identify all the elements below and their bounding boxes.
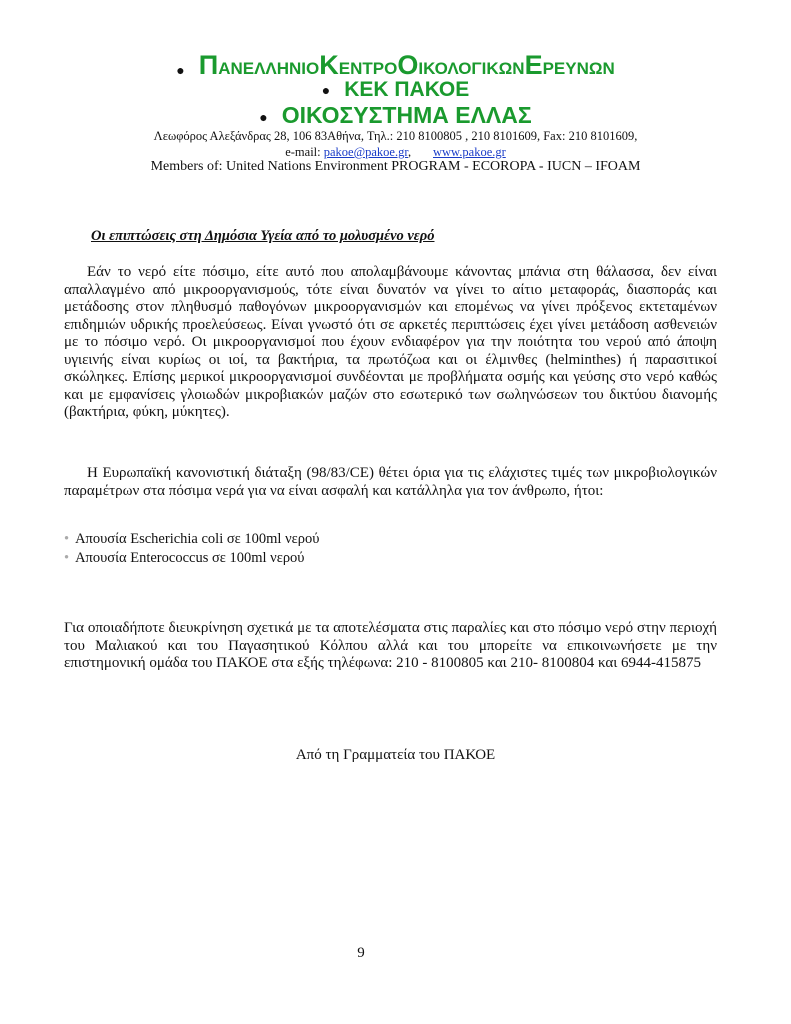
bullet-icon: ● bbox=[176, 61, 185, 78]
bullet-icon: ● bbox=[259, 108, 268, 125]
list-bullet-icon: • bbox=[64, 531, 70, 547]
contact-line bbox=[0, 145, 791, 160]
website-link[interactable]: www.pakoe.gr bbox=[433, 145, 506, 159]
email-link[interactable]: pakoe@pakoe.gr bbox=[323, 145, 408, 159]
signature: Από τη Γραμματεία του ΠΑΚΟΕ bbox=[295, 747, 496, 763]
ecosystem-line bbox=[0, 102, 791, 129]
ecosystem-name: ΟΙΚΟΣΥΣΤΗΜΑ ΕΛΛΑΣ bbox=[281, 102, 532, 128]
paragraph-contact: Για οποιαδήποτε διευκρίνηση σχετικά με τα αποτελέσματα στις παραλίες και στο πόσιμο νερό στην περιοχή του Μαλιακού και του Παγασητικού Κόλπου αλλά και του μπορείτε να επικοινωνήσετε με την επιστημονική ομάδα του ΠΑΚΟΕ στα εξής τηλέφωνα: 210 - 8100805 και 210- 8100804 και 6944-415875 bbox=[64, 620, 717, 671]
email-separator: , bbox=[408, 145, 412, 159]
list-item: • Απουσία Enterococcus σε 100ml νερού bbox=[64, 549, 305, 566]
article-title: Οι επιπτώσεις στη Δημόσια Υγεία από το μολυσμένο νερό bbox=[91, 228, 435, 244]
address: Λεωφόρος Αλεξάνδρας 28, 106 83Αθήνα, Τηλ.: 210 8100805 , 210 8101609, Fax: 210 8101609, bbox=[153, 129, 638, 143]
requirements-list bbox=[64, 530, 319, 567]
paragraph-regulation: Η Ευρωπαϊκή κανονιστική διάταξη (98/83/CE) θέτει όρια για τις ελάχιστες τιμές των μικροβιολογικών παραμέτρων στα πόσιμα νερά για να είναι ασφαλή και κατάλληλα για τον άνθρωπο, ήτοι: bbox=[64, 465, 717, 499]
members-line: Members of: United Nations Environment PROGRAM - ECOROPA - IUCN – IFOAM bbox=[150, 159, 641, 174]
bullet-icon: ● bbox=[321, 82, 331, 99]
kek-line bbox=[0, 78, 791, 102]
kek-name: ΚΕΚ ΠΑΚΟΕ bbox=[344, 78, 470, 101]
list-item: • Απουσία Escherichia coli σε 100ml νερού bbox=[64, 531, 320, 547]
org-name: ΠΑΝΕΛΛΗΝΙΟΚΕΝΤΡΟΟΙΚΟΛΟΓΙΚΩΝΕΡΕΥΝΩΝ bbox=[198, 50, 615, 80]
paragraph-intro: Εάν το νερό είτε πόσιμο, είτε αυτό που απολαμβάνουμε κάνοντας μπάνια στη θάλασσα, δεν είναι απαλλαγμένο από μικροοργανισμούς, τότε είναι δυνατόν να γίνει το αίτιο μεταφοράς, διασποράς και μετάδοσης στον πληθυσμό παθογόνων μικροοργανισμών και επομένως να γίνει πρόξενος εκτεταμένων επιδημιών υδρικής προελεύσεως. Είναι γνωστό ότι σε αρκετές περιπτώσεις έχει γίνει μετάδοση ασθενειών με το πόσιμο νερό. Οι μικροοργανισμοί που έχουν ενδιαφέρον για την ποιότητα του νερού από άποψη υγιεινής είναι κυρίως οι ιοί, τα βακτήρια, τα πρωτόζωα και οι έλμινθες (helminthes) ή παρασιτικοί σκώληκες. Επίσης μερικοί μικροοργανισμοί συνδέονται με προβλήματα οσμής και γεύσης στο νερό καθώς και με εμφανίσεις γλοιωδών μικροβιακών μαζών στο εσωτερικό των σωληνώσεων του δικτύου διανομής (βακτήρια, φύκη, μύκητες). bbox=[64, 264, 717, 420]
page-number: 9 bbox=[357, 945, 365, 961]
org-name-line bbox=[0, 50, 791, 81]
email-label: e-mail: bbox=[285, 145, 324, 159]
list-bullet-icon: • bbox=[64, 549, 70, 566]
